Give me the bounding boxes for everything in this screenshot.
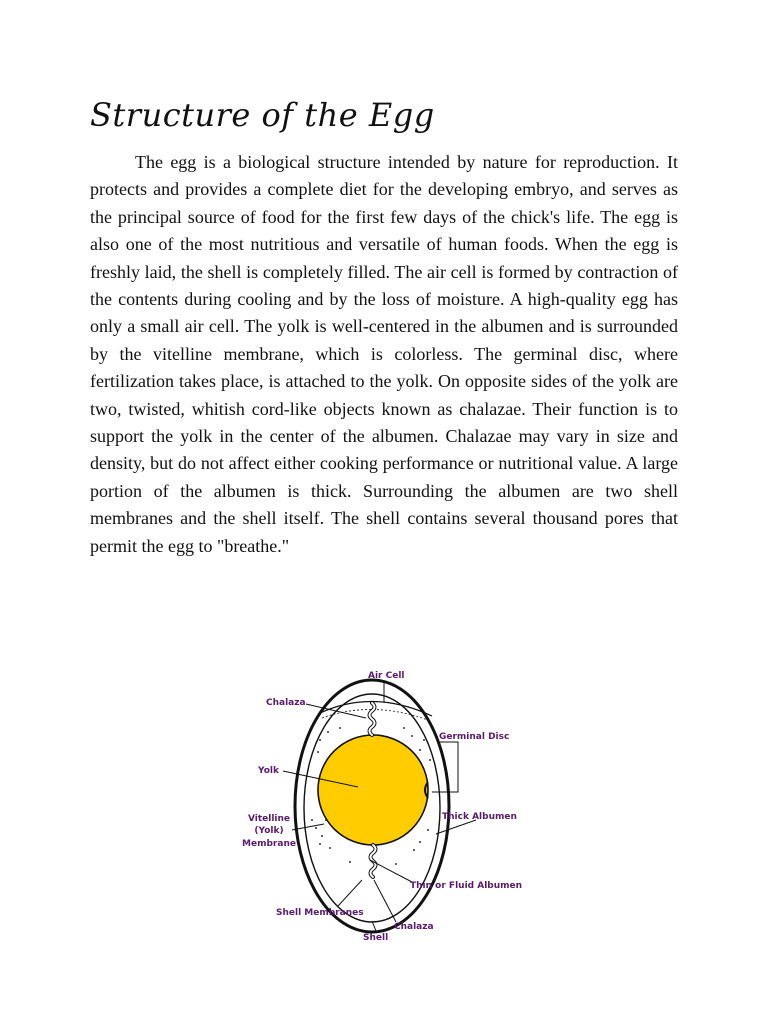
label-shell: Shell: [363, 933, 389, 943]
label-vitelline-1: Vitelline: [247, 814, 291, 824]
label-shell-membranes: Shell Membranes: [276, 908, 364, 918]
page-title: Structure of the Egg: [90, 96, 435, 134]
label-germinal-disc: Germinal Disc: [439, 732, 510, 742]
label-chalaza-top: Chalaza: [266, 698, 306, 708]
label-yolk: Yolk: [258, 766, 279, 776]
label-vitelline-2: (Yolk): [254, 826, 284, 836]
body-paragraph: The egg is a biological structure intended by nature for reproduction. It protects and provides a complete diet for the developing embryo, and serves as the principal source of food for the first few days of the chick's life. The egg is also one of the most nutritious and versatile of human foods. When the egg is freshly laid, the shell is completely filled. The air cell is formed by contraction of the contents during cooling and by the loss of moisture. A high-quality egg has only a small air cell. The yolk is well-centered in the albumen and is surrounded by the vitelline membrane, which is colorless. The germinal disc, where fertilization takes place, is attached to the yolk. On opposite sides of the yolk are two, twisted, whitish cord-like objects known as chalazae. Their function is to support the yolk in the center of the albumen. Chalazae may vary in size and density, but do not affect either cooking performance or nutritional value. A large portion of the albumen is thick. Surrounding the albumen are two shell membranes and the shell itself. The shell contains several thousand pores that permit the egg to "breathe.": [90, 152, 678, 556]
yolk: [318, 735, 428, 845]
label-air-cell: Air Cell: [368, 671, 405, 681]
label-thin-albumen: Thin or Fluid Albumen: [410, 881, 523, 891]
label-chalaza-bottom: Chalaza: [394, 922, 434, 932]
label-vitelline-3: Membrane: [242, 839, 296, 849]
label-thick-albumen: Thick Albumen: [442, 812, 517, 822]
